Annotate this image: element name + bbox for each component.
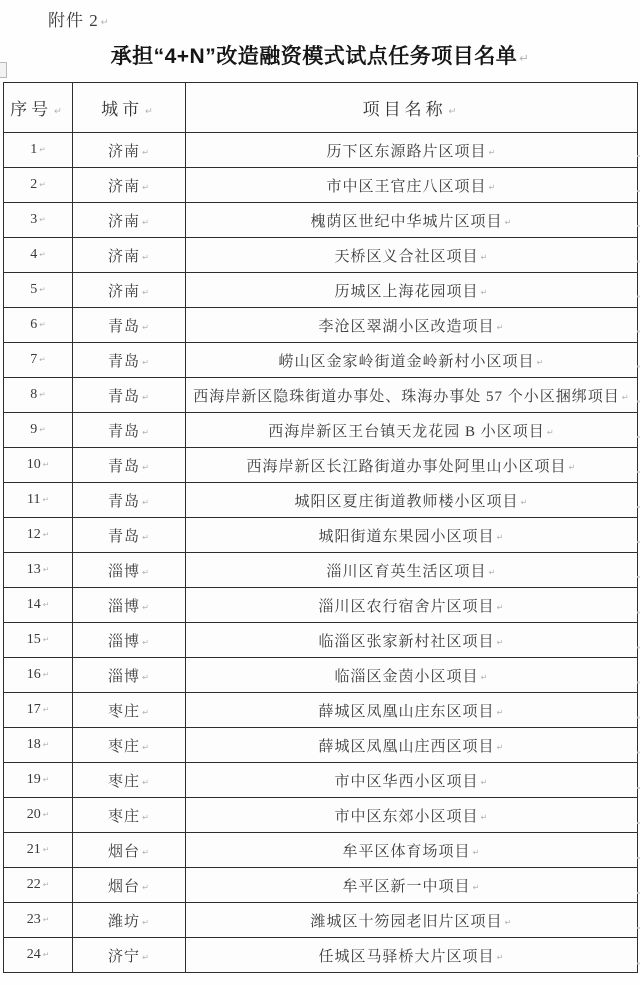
city-cell: 济南 ↵ [73, 203, 186, 238]
table-row [4, 448, 638, 483]
city-cell: 青岛 ↵ [73, 378, 186, 413]
row-number-cell: 22 ↵ [4, 868, 73, 903]
project-name-cell: 西海岸新区王台镇天龙花园 B 小区项目 ↵ [186, 413, 638, 448]
row-number-cell: 4 ↵ [4, 238, 73, 273]
row-number-cell: 12 ↵ [4, 518, 73, 553]
row-number-cell: 18 ↵ [4, 728, 73, 763]
project-name-cell: 牟平区体育场项目 ↵ [186, 833, 638, 868]
city-cell: 青岛 ↵ [73, 483, 186, 518]
project-name-cell: 李沧区翠湖小区改造项目 ↵ [186, 308, 638, 343]
row-number-cell: 15 ↵ [4, 623, 73, 658]
table-row [4, 483, 638, 518]
city-cell: 青岛 ↵ [73, 518, 186, 553]
city-cell: 枣庄 ↵ [73, 693, 186, 728]
table-row [4, 413, 638, 448]
row-number-cell: 11 ↵ [4, 483, 73, 518]
city-cell: 潍坊 ↵ [73, 903, 186, 938]
row-number-cell: 10 ↵ [4, 448, 73, 483]
city-cell: 淄博 ↵ [73, 553, 186, 588]
project-name-cell: 淄川区育英生活区项目 ↵ [186, 553, 638, 588]
city-cell: 淄博 ↵ [73, 623, 186, 658]
city-cell: 枣庄 ↵ [73, 728, 186, 763]
table-row [4, 308, 638, 343]
project-name-cell: 崂山区金家岭街道金岭新村小区项目 ↵ [186, 343, 638, 378]
city-cell: 济宁 ↵ [73, 938, 186, 973]
table-row [4, 238, 638, 273]
city-cell: 枣庄 ↵ [73, 763, 186, 798]
project-name-cell: 槐荫区世纪中华城片区项目 ↵ [186, 203, 638, 238]
project-name-cell: 任城区马驿桥大片区项目 ↵ [186, 938, 638, 973]
row-number-cell: 5 ↵ [4, 273, 73, 308]
project-name-cell: 天桥区义合社区项目 ↵ [186, 238, 638, 273]
row-number-cell: 9 ↵ [4, 413, 73, 448]
row-number-cell: 19 ↵ [4, 763, 73, 798]
city-cell: 烟台 ↵ [73, 833, 186, 868]
project-table [3, 82, 638, 973]
project-name-cell: 城阳区夏庄街道教师楼小区项目 ↵ [186, 483, 638, 518]
table-header-row [4, 83, 638, 133]
table-row [4, 728, 638, 763]
table-body [4, 133, 638, 973]
row-number-cell: 23 ↵ [4, 903, 73, 938]
city-cell: 青岛 ↵ [73, 343, 186, 378]
city-cell: 青岛 ↵ [73, 308, 186, 343]
city-cell: 枣庄 ↵ [73, 798, 186, 833]
table-row [4, 798, 638, 833]
project-name-cell: 薛城区凤凰山庄西区项目 ↵ [186, 728, 638, 763]
row-number-cell: 7 ↵ [4, 343, 73, 378]
project-name-cell: 临淄区金茵小区项目 ↵ [186, 658, 638, 693]
project-name-cell: 薛城区凤凰山庄东区项目 ↵ [186, 693, 638, 728]
row-number-cell: 2 ↵ [4, 168, 73, 203]
project-name-cell: 市中区王官庄八区项目 ↵ [186, 168, 638, 203]
table-row [4, 133, 638, 168]
city-cell: 烟台 ↵ [73, 868, 186, 903]
row-number-cell: 24 ↵ [4, 938, 73, 973]
project-name-cell: 历下区东源路片区项目 ↵ [186, 133, 638, 168]
table-row [4, 378, 638, 413]
city-cell: 青岛 ↵ [73, 413, 186, 448]
row-number-cell: 6 ↵ [4, 308, 73, 343]
project-name-cell: 市中区东郊小区项目 ↵ [186, 798, 638, 833]
project-name-cell: 临淄区张家新村社区项目 ↵ [186, 623, 638, 658]
row-number-cell: 3 ↵ [4, 203, 73, 238]
table-row [4, 623, 638, 658]
project-name-cell: 城阳街道东果园小区项目 ↵ [186, 518, 638, 553]
table-row [4, 343, 638, 378]
row-number-cell: 14 ↵ [4, 588, 73, 623]
row-number-cell: 13 ↵ [4, 553, 73, 588]
column-header-no: 序号 ↵ [4, 83, 73, 133]
table-row [4, 168, 638, 203]
table-row [4, 903, 638, 938]
project-name-cell: 市中区华西小区项目 ↵ [186, 763, 638, 798]
table-row [4, 518, 638, 553]
page-title: 承担“4+N”改造融资模式试点任务项目名单 ↵ [0, 40, 640, 70]
column-header-city: 城市 ↵ [73, 83, 186, 133]
project-name-cell: 淄川区农行宿舍片区项目 ↵ [186, 588, 638, 623]
row-number-cell: 21 ↵ [4, 833, 73, 868]
table-row [4, 763, 638, 798]
project-name-cell: 潍城区十笏园老旧片区项目 ↵ [186, 903, 638, 938]
city-cell: 济南 ↵ [73, 238, 186, 273]
city-cell: 济南 ↵ [73, 133, 186, 168]
city-cell: 济南 ↵ [73, 273, 186, 308]
project-name-cell: 历城区上海花园项目 ↵ [186, 273, 638, 308]
project-name-cell: 牟平区新一中项目 ↵ [186, 868, 638, 903]
table-row [4, 203, 638, 238]
row-number-cell: 1 ↵ [4, 133, 73, 168]
row-number-cell: 20 ↵ [4, 798, 73, 833]
attachment-label: 附件 2 ↵ [48, 6, 110, 31]
city-cell: 淄博 ↵ [73, 588, 186, 623]
table-row [4, 658, 638, 693]
table-row [4, 273, 638, 308]
row-number-cell: 17 ↵ [4, 693, 73, 728]
table-row [4, 938, 638, 973]
project-name-cell: 西海岸新区长江路街道办事处阿里山小区项目 ↵ [186, 448, 638, 483]
project-name-cell: 西海岸新区隐珠街道办事处、珠海办事处 57 个小区捆绑项目 ↵ [186, 378, 638, 413]
column-header-project: 项目名称 ↵ [186, 83, 638, 133]
row-number-cell: 8 ↵ [4, 378, 73, 413]
table-row [4, 868, 638, 903]
table-row [4, 553, 638, 588]
city-cell: 淄博 ↵ [73, 658, 186, 693]
city-cell: 济南 ↵ [73, 168, 186, 203]
row-number-cell: 16 ↵ [4, 658, 73, 693]
table-handle-icon [0, 62, 7, 78]
table-row [4, 693, 638, 728]
table-row [4, 833, 638, 868]
city-cell: 青岛 ↵ [73, 448, 186, 483]
table-row [4, 588, 638, 623]
